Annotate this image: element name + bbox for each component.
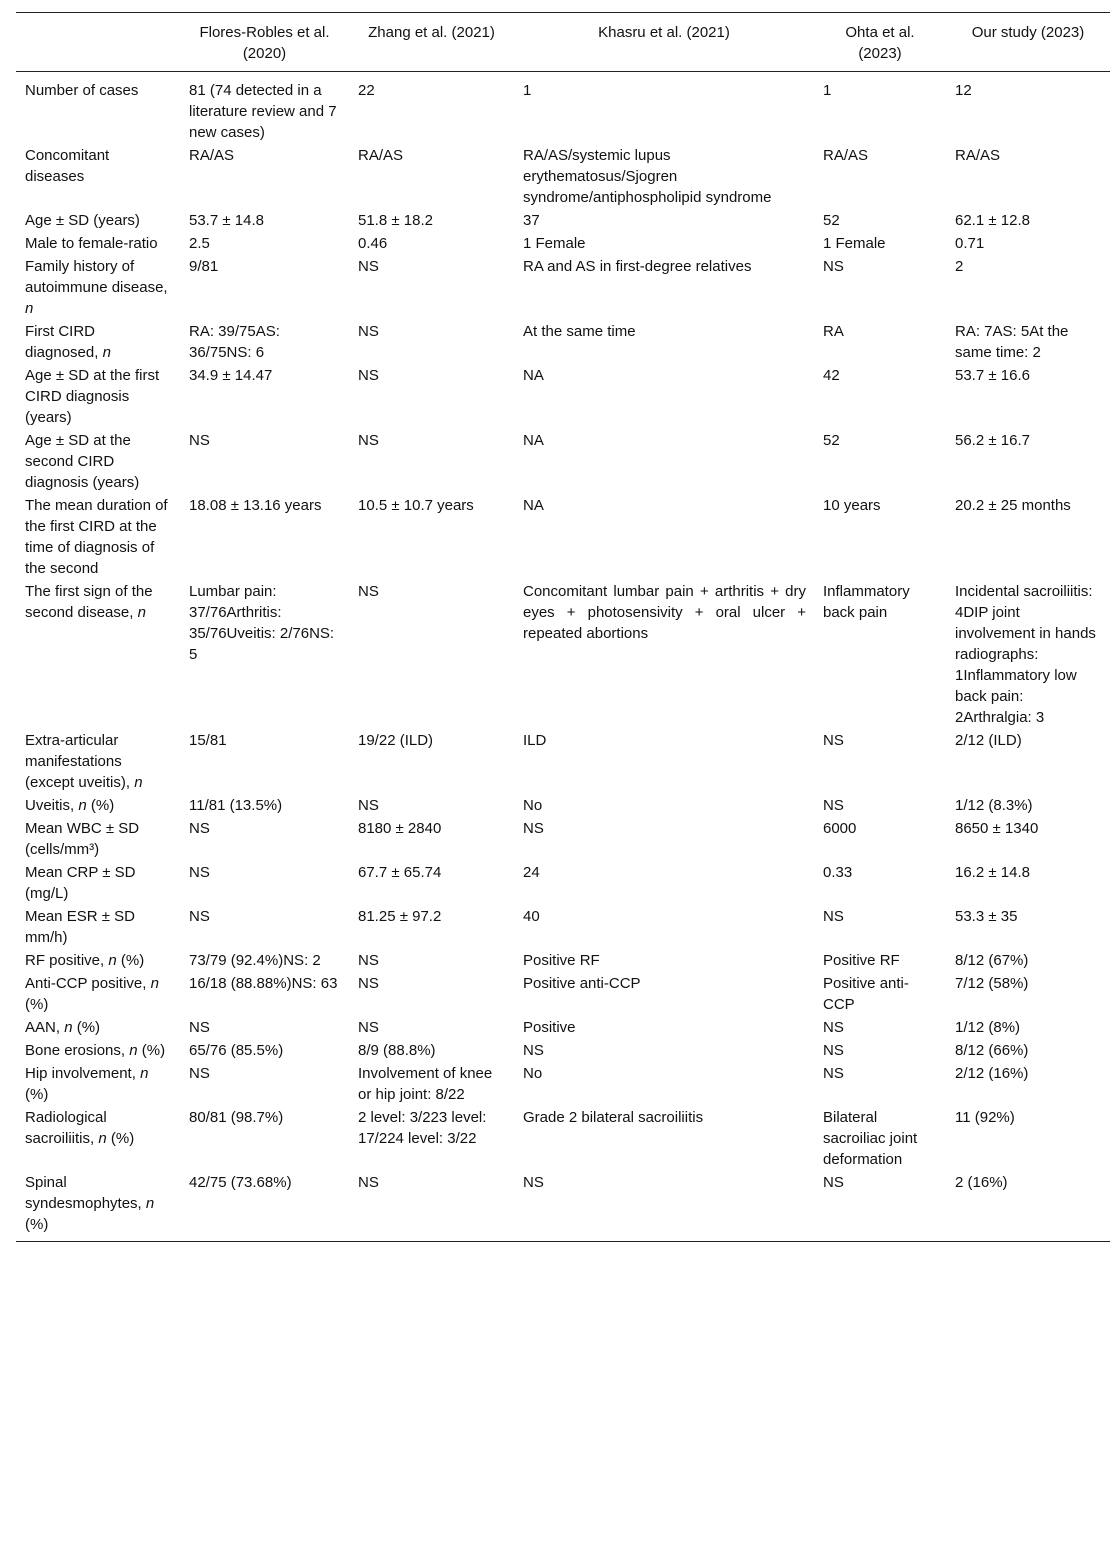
row-label: Uveitis, n (%) (25, 797, 115, 814)
table-row (16, 794, 1110, 817)
table-cell: 6000 (823, 820, 857, 837)
table-cell: NS (358, 1174, 379, 1191)
row-label: Mean CRP ± SD (mg/L) (25, 864, 136, 902)
table-cell: 34.9 ± 14.47 (189, 367, 273, 384)
table-cell: 1 (523, 82, 532, 99)
table-cell: 2/12 (ILD) (955, 732, 1022, 749)
table-cell: NS (823, 1174, 844, 1191)
table-cell: NS (358, 432, 379, 449)
table-row (16, 861, 1110, 905)
table-cell: NS (358, 1019, 379, 1036)
table-cell: 1/12 (8.3%) (955, 797, 1033, 814)
table-cell: RA: 39/75AS: 36/75NS: 6 (189, 323, 280, 361)
table-cell: NA (523, 367, 544, 384)
table-cell: Involvement of knee or hip joint: 8/22 (358, 1065, 493, 1103)
table-cell: NS (823, 1065, 844, 1082)
table-cell: Lumbar pain: 37/76Arthritis: 35/76Uveitis: 2/76NS: 5 (189, 583, 335, 663)
table-cell: 18.08 ± 13.16 years (189, 497, 322, 514)
table-cell: 53.7 ± 14.8 (189, 212, 264, 229)
row-label: First CIRD diagnosed, n (25, 323, 111, 361)
table-cell: NS (823, 797, 844, 814)
header-cell-khasru: Khasru et al. (2021) (598, 24, 730, 41)
table-row (16, 949, 1110, 972)
table-row (16, 905, 1110, 949)
row-label: Concomitant diseases (25, 147, 110, 185)
table-cell: 8/12 (67%) (955, 952, 1029, 969)
table-cell: RA/AS (955, 147, 1001, 164)
table-cell: 65/76 (85.5%) (189, 1042, 284, 1059)
table-cell: NA (523, 432, 544, 449)
table-cell: 40 (523, 908, 540, 925)
row-label: Male to female-ratio (25, 235, 158, 252)
table-cell: 42 (823, 367, 840, 384)
table-cell: NS (823, 732, 844, 749)
table-cell: 0.71 (955, 235, 985, 252)
table-cell: NS (358, 975, 379, 992)
table-cell: 0.46 (358, 235, 388, 252)
table-row (16, 209, 1110, 232)
table-cell: 19/22 (ILD) (358, 732, 434, 749)
table-cell: 2/12 (16%) (955, 1065, 1029, 1082)
header-cell-ohta: Ohta et al. (2023) (845, 24, 915, 62)
table-row (16, 972, 1110, 1016)
table-cell: Grade 2 bilateral sacroiliitis (523, 1109, 704, 1126)
table-cell: NS (189, 432, 210, 449)
table-cell: NS (523, 1174, 544, 1191)
table-cell: 2 (16%) (955, 1174, 1008, 1191)
table-cell: 2.5 (189, 235, 210, 252)
comparison-table (16, 12, 1110, 1242)
table-cell: Bilateral sacroiliac joint deformation (823, 1109, 918, 1168)
table-cell: Positive RF (823, 952, 900, 969)
table-cell: 1 Female (523, 235, 586, 252)
table-cell: 9/81 (189, 258, 219, 275)
table-cell: NS (189, 1065, 210, 1082)
table-cell: RA/AS (823, 147, 869, 164)
table-cell: 62.1 ± 12.8 (955, 212, 1030, 229)
table-row (16, 255, 1110, 320)
table-cell: 10.5 ± 10.7 years (358, 497, 474, 514)
row-label: Hip involvement, n (%) (25, 1065, 149, 1103)
table-cell: 1/12 (8%) (955, 1019, 1021, 1036)
table-cell: RA and AS in first-degree relatives (523, 258, 752, 275)
table-cell: 42/75 (73.68%) (189, 1174, 292, 1191)
table-cell: No (523, 1065, 543, 1082)
table-cell: 22 (358, 82, 375, 99)
table-cell: NS (189, 820, 210, 837)
table-cell: 67.7 ± 65.74 (358, 864, 442, 881)
table-cell: 8/9 (88.8%) (358, 1042, 436, 1059)
table-cell: At the same time (523, 323, 636, 340)
table-row (16, 144, 1110, 209)
table-cell: Positive (523, 1019, 576, 1036)
table-cell: NS (358, 583, 379, 600)
table-cell: ILD (523, 732, 547, 749)
table-row (16, 320, 1110, 364)
table-cell: NS (358, 952, 379, 969)
row-label: Bone erosions, n (%) (25, 1042, 166, 1059)
table-cell: No (523, 797, 543, 814)
table-cell: 1 Female (823, 235, 886, 252)
row-label: RF positive, n (%) (25, 952, 145, 969)
table-cell: 81 (74 detected in a literature review and 7 new cases) (189, 82, 337, 141)
header-cell-zhang: Zhang et al. (2021) (368, 24, 495, 41)
table-row (16, 72, 1110, 145)
header-cell-empty (16, 13, 180, 72)
table-cell: 2 (955, 258, 964, 275)
table-cell: 37 (523, 212, 540, 229)
row-label: Age ± SD (years) (25, 212, 140, 229)
row-label: Mean ESR ± SD mm/h) (25, 908, 135, 946)
table-cell: NS (189, 864, 210, 881)
table-row (16, 364, 1110, 429)
table-cell: NS (823, 258, 844, 275)
table-cell: 73/79 (92.4%)NS: 2 (189, 952, 321, 969)
table-cell: 53.7 ± 16.6 (955, 367, 1030, 384)
table-header (16, 13, 1110, 72)
row-label: Extra-articular manifestations (except uveitis), n (25, 732, 143, 791)
table-cell: NS (523, 1042, 544, 1059)
table-cell: NS (358, 323, 379, 340)
table-row (16, 232, 1110, 255)
table-cell: NS (523, 820, 544, 837)
table-cell: 2 level: 3/223 level: 17/224 level: 3/22 (358, 1109, 487, 1147)
table-cell: 1 (823, 82, 832, 99)
table-cell: 16/18 (88.88%)NS: 63 (189, 975, 338, 992)
row-label: Age ± SD at the second CIRD diagnosis (years) (25, 432, 140, 491)
row-label: Number of cases (25, 82, 139, 99)
row-label: The first sign of the second disease, n (25, 583, 153, 621)
table-row (16, 1062, 1110, 1106)
table-cell: Incidental sacroiliitis: 4DIP joint involvement in hands radiographs: 1Inflammatory low back pain: 2Arthralgia: 3 (955, 583, 1096, 726)
table-cell: 11/81 (13.5%) (189, 797, 283, 814)
table-cell: RA (823, 323, 844, 340)
table-cell: Positive RF (523, 952, 600, 969)
row-label: Age ± SD at the first CIRD diagnosis (years) (25, 367, 160, 426)
table-row (16, 494, 1110, 580)
table-cell: Concomitant lumbar pain + arthritis + dry eyes + photosensivity + oral ulcer + repeated abortions (523, 583, 806, 642)
row-label: Family history of autoimmune disease, n (25, 258, 168, 317)
table-row (16, 1016, 1110, 1039)
table-cell: RA: 7AS: 5At the same time: 2 (955, 323, 1069, 361)
table-cell: NS (823, 1042, 844, 1059)
table-cell: Positive anti-CCP (823, 975, 909, 1013)
table-cell: Positive anti-CCP (523, 975, 641, 992)
table-row (16, 580, 1110, 729)
table-cell: 16.2 ± 14.8 (955, 864, 1030, 881)
table-row (16, 1171, 1110, 1242)
table-cell: 8/12 (66%) (955, 1042, 1029, 1059)
table-row (16, 729, 1110, 794)
table-cell: Inflammatory back pain (823, 583, 910, 621)
table-cell: NS (358, 367, 379, 384)
table-cell: NS (189, 1019, 210, 1036)
table-cell: 0.33 (823, 864, 853, 881)
header-row (16, 13, 1110, 72)
table-cell: NS (358, 797, 379, 814)
table-cell: NS (358, 258, 379, 275)
table-cell: 52 (823, 432, 840, 449)
row-label: Spinal syndesmophytes, n (%) (25, 1174, 155, 1233)
table-cell: 80/81 (98.7%) (189, 1109, 284, 1126)
table-row (16, 1106, 1110, 1171)
table-row (16, 817, 1110, 861)
table-cell: 7/12 (58%) (955, 975, 1029, 992)
header-cell-flores-robles: Flores-Robles et al. (2020) (199, 24, 330, 62)
table-cell: 8650 ± 1340 (955, 820, 1039, 837)
table-cell: 12 (955, 82, 972, 99)
table-cell: RA/AS (189, 147, 235, 164)
table-cell: 8180 ± 2840 (358, 820, 442, 837)
table-row (16, 429, 1110, 494)
table-cell: 56.2 ± 16.7 (955, 432, 1030, 449)
table-body (16, 72, 1110, 1242)
table-row (16, 1039, 1110, 1062)
table-cell: 24 (523, 864, 540, 881)
table-cell: 81.25 ± 97.2 (358, 908, 442, 925)
table-cell: 51.8 ± 18.2 (358, 212, 433, 229)
row-label: Mean WBC ± SD (cells/mm³) (25, 820, 140, 858)
row-label: The mean duration of the first CIRD at the time of diagnosis of the second (25, 497, 168, 577)
table-cell: 20.2 ± 25 months (955, 497, 1071, 514)
table-cell: 11 (92%) (955, 1109, 1015, 1126)
row-label: AAN, n (%) (25, 1019, 101, 1036)
header-cell-our-study: Our study (2023) (971, 24, 1085, 41)
table-cell: RA/AS/systemic lupus erythematosus/Sjogren syndrome/antiphospholipid syndrome (523, 147, 772, 206)
table-cell: 15/81 (189, 732, 227, 749)
table-cell: NS (823, 1019, 844, 1036)
row-label: Radiological sacroiliitis, n (%) (25, 1109, 135, 1147)
row-label: Anti-CCP positive, n (%) (25, 975, 159, 1013)
table-cell: 10 years (823, 497, 881, 514)
table-cell: RA/AS (358, 147, 404, 164)
table-cell: 53.3 ± 35 (955, 908, 1018, 925)
table-cell: NS (189, 908, 210, 925)
table-cell: NA (523, 497, 544, 514)
table-cell: NS (823, 908, 844, 925)
table-cell: 52 (823, 212, 840, 229)
